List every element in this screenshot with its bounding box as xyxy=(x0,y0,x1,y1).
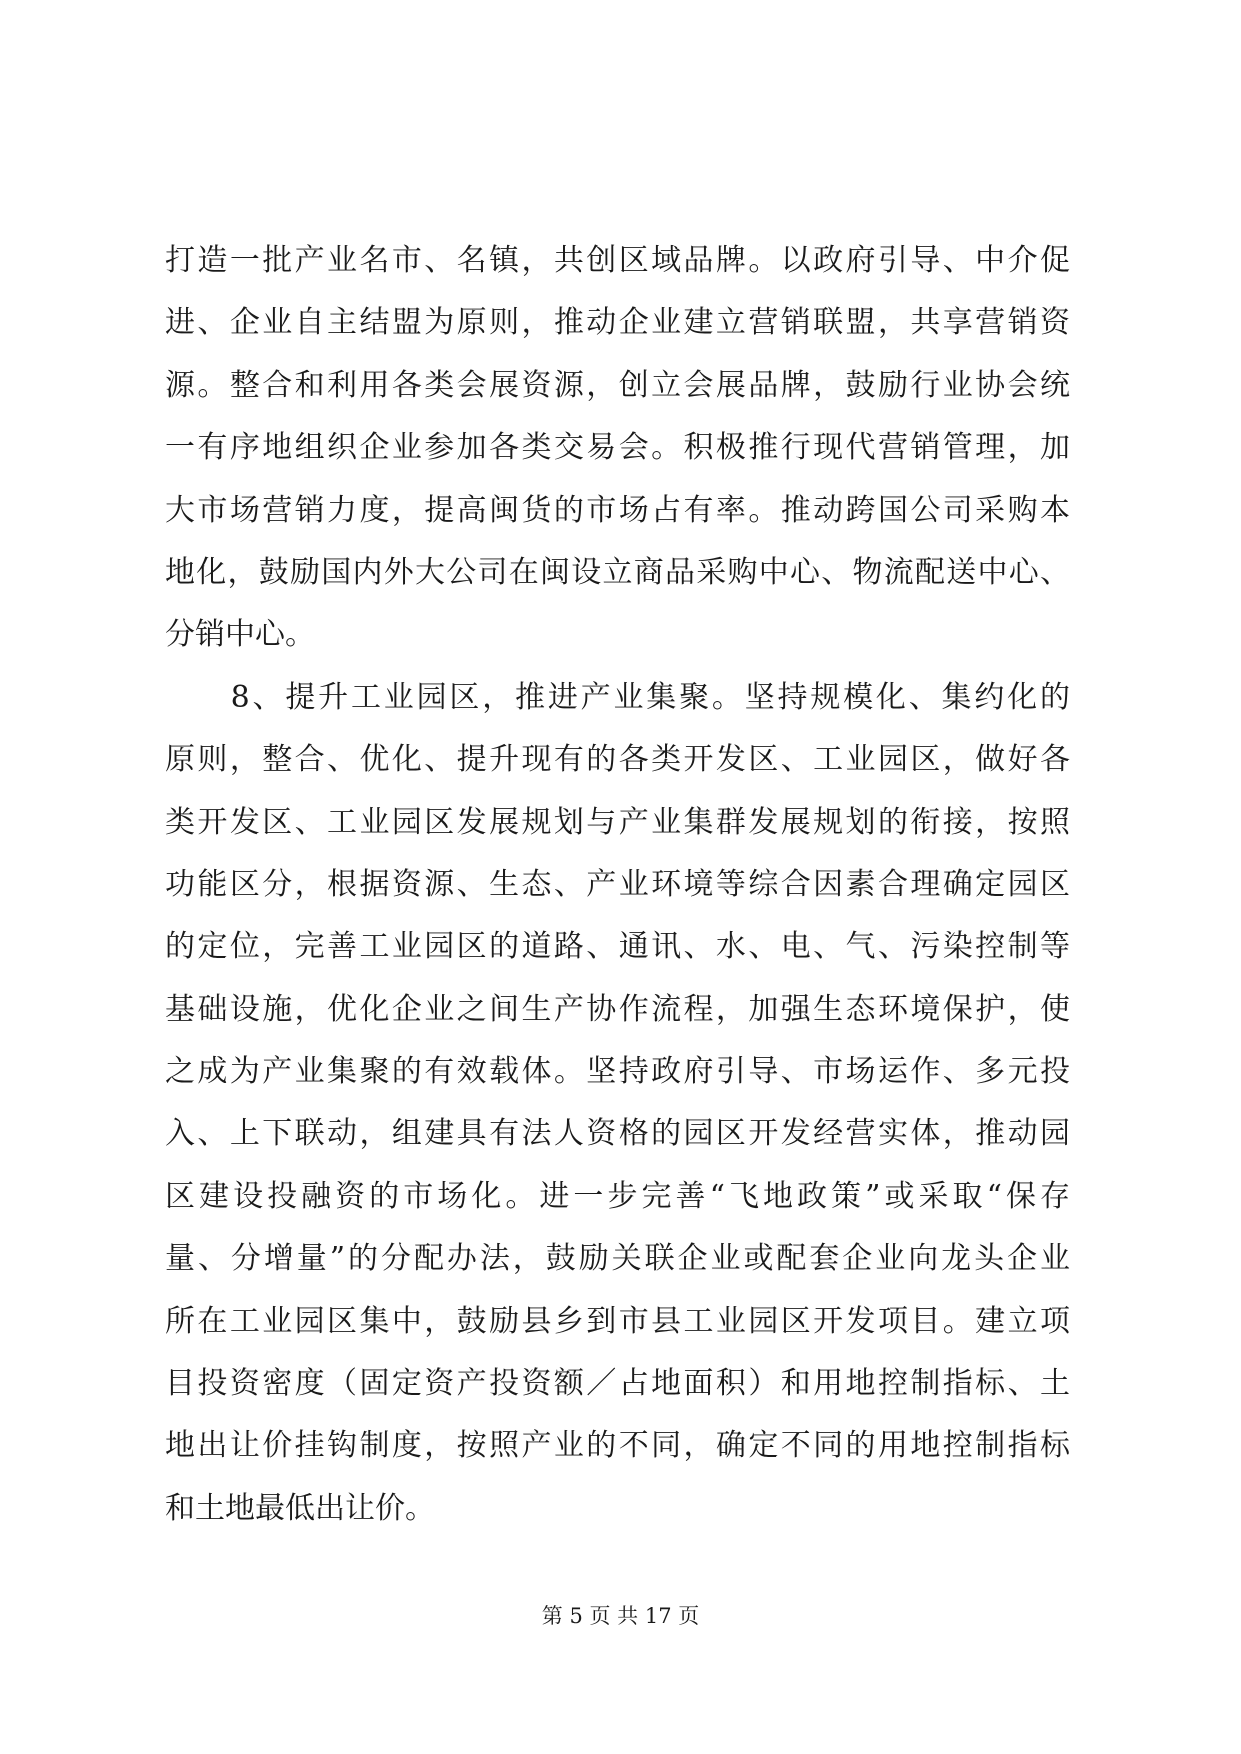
text-line: 原则，整合、优化、提升现有的各类开发区、工业园区，做好各 xyxy=(165,742,1070,778)
text-line: 区建设投融资的市场化。进一步完善“飞地政策”或采取“保存 xyxy=(165,1178,1070,1214)
text-line: 所在工业园区集中，鼓励县乡到市县工业园区开发项目。建立项 xyxy=(165,1303,1070,1339)
text-line: 大市场营销力度，提高闽货的市场占有率。推动跨国公司采购本 xyxy=(165,492,1070,528)
text-line: 之成为产业集聚的有效载体。坚持政府引导、市场运作、多元投 xyxy=(165,1054,1070,1090)
text-line: 地化，鼓励国内外大公司在闽设立商品采购中心、物流配送中心、 xyxy=(165,554,1070,590)
text-line: 打造一批产业名市、名镇，共创区域品牌。以政府引导、中介促 xyxy=(165,243,1070,278)
text-line: 的定位，完善工业园区的道路、通讯、水、电、气、污染控制等 xyxy=(165,929,1070,965)
text-line: 入、上下联动，组建具有法人资格的园区开发经营实体，推动园 xyxy=(165,1116,1070,1152)
text-line: 8、提升工业园区，推进产业集聚。坚持规模化、集约化的 xyxy=(165,679,1070,715)
text-line: 量、分增量”的分配办法，鼓励关联企业或配套企业向龙头企业 xyxy=(165,1241,1070,1277)
text-line: 一有序地组织企业参加各类交易会。积极推行现代营销管理，加 xyxy=(165,430,1070,466)
text-line: 类开发区、工业园区发展规划与产业集群发展规划的衔接，按照 xyxy=(165,804,1070,840)
body-text xyxy=(165,230,1070,1540)
text-line: 地出让价挂钩制度，按照产业的不同，确定不同的用地控制指标 xyxy=(165,1428,1070,1464)
page-footer: 第 5 页 共 17 页 xyxy=(541,1604,700,1628)
text-line: 功能区分，根据资源、生态、产业环境等综合因素合理确定园区 xyxy=(165,866,1070,902)
text-line: 和土地最低出让价。 xyxy=(165,1490,435,1526)
text-line: 进、企业自主结盟为原则，推动企业建立营销联盟，共享营销资 xyxy=(165,305,1070,341)
text-line: 基础设施，优化企业之间生产协作流程，加强生态环境保护，使 xyxy=(165,991,1070,1027)
text-line: 源。整合和利用各类会展资源，创立会展品牌，鼓励行业协会统 xyxy=(165,367,1070,403)
text-line: 分销中心。 xyxy=(165,617,315,653)
text-line: 目投资密度（固定资产投资额／占地面积）和用地控制指标、土 xyxy=(165,1366,1070,1402)
